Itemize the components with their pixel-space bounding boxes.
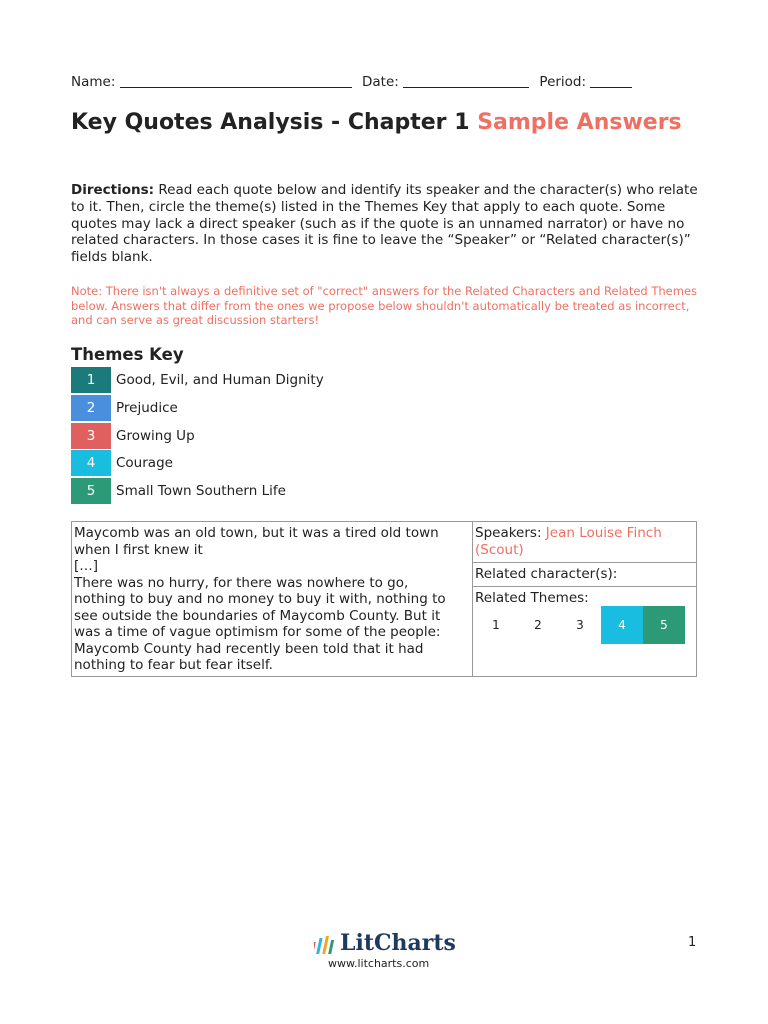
quote-line: nothing to fear but fear itself. xyxy=(74,657,273,673)
date-blank[interactable] xyxy=(403,73,529,88)
theme-option-2[interactable]: 2 xyxy=(534,618,542,632)
theme-number-badge: 5 xyxy=(71,478,111,504)
quote-line: Maycomb was an old town, but it was a tired old town xyxy=(74,525,439,541)
speakers-cell[interactable] xyxy=(473,522,696,563)
theme-key-item xyxy=(71,450,471,476)
quote-line: […] xyxy=(74,558,99,574)
directions-text: Read each quote below and identify its speaker and the character(s) who relate to it. Then, circle the theme(s) listed in the Themes Key that apply to each quote. Some quotes may lack a direct speaker (such as if the quote is an unnamed narrator) or have no related characters. In those cases it is fine to leave the “Speaker” or “Related character(s)” fields blank. xyxy=(71,182,698,266)
theme-option-4-selected[interactable]: 4 xyxy=(601,606,643,644)
answer-column xyxy=(473,522,696,676)
theme-option-5-selected[interactable]: 5 xyxy=(643,606,685,644)
theme-key-item xyxy=(71,423,471,449)
period-label: Period: xyxy=(539,74,587,90)
themes-key-title: Themes Key xyxy=(71,345,184,364)
theme-label: Small Town Southern Life xyxy=(116,483,286,499)
theme-key-item xyxy=(71,478,471,504)
related-themes-label: Related Themes: xyxy=(475,590,589,606)
directions-paragraph xyxy=(71,182,701,266)
theme-number-badge: 3 xyxy=(71,423,111,449)
quote-line: Maycomb County had recently been told that it had xyxy=(74,640,424,657)
quote-analysis-table xyxy=(71,521,697,677)
theme-number-badge: 2 xyxy=(71,395,111,421)
theme-label: Courage xyxy=(116,455,173,471)
name-label: Name: xyxy=(71,74,116,90)
title-accent: Sample Answers xyxy=(477,110,682,135)
theme-number-badge: 1 xyxy=(71,367,111,393)
logo-text: LitCharts xyxy=(340,930,456,956)
quote-line: There was no hurry, for there was nowhere to go, xyxy=(74,574,409,591)
related-characters-cell[interactable] xyxy=(473,563,696,587)
theme-key-item xyxy=(71,367,471,393)
quote-line: when I first knew it xyxy=(74,541,203,558)
related-characters-label: Related character(s): xyxy=(475,566,618,582)
theme-label: Growing Up xyxy=(116,428,195,444)
quote-line: see outside the boundaries of Maycomb County. But it xyxy=(74,607,441,624)
theme-label: Good, Evil, and Human Dignity xyxy=(116,372,324,388)
logo-bars-icon xyxy=(314,936,338,954)
theme-number-badge: 4 xyxy=(71,450,111,476)
quote-line: was a time of vague optimism for some of the people: xyxy=(74,624,441,640)
quote-text-cell xyxy=(72,522,473,676)
student-info-line xyxy=(71,73,638,90)
directions-label: Directions: xyxy=(71,182,155,198)
page-title xyxy=(71,108,711,137)
speakers-label: Speakers: xyxy=(475,525,542,541)
theme-key-item xyxy=(71,395,471,421)
litcharts-logo xyxy=(312,930,462,972)
theme-option-1[interactable]: 1 xyxy=(492,618,500,632)
theme-option-3[interactable]: 3 xyxy=(576,618,584,632)
speakers-value: Jean Louise Finch (Scout) xyxy=(475,525,662,558)
theme-label: Prejudice xyxy=(116,400,178,416)
note-paragraph: Note: There isn't always a definitive set of "correct" answers for the Related Characters and Related Themes below. Answers that differ from the ones we propose below shouldn't automatically be treated as incorrect, and can serve as great discussion starters! xyxy=(71,284,698,327)
quote-line: nothing to buy and no money to buy it with, nothing to xyxy=(74,591,446,607)
page-number: 1 xyxy=(688,935,697,950)
related-themes-options xyxy=(475,606,685,644)
title-main: Key Quotes Analysis - Chapter 1 xyxy=(71,110,470,135)
period-blank[interactable] xyxy=(590,73,632,88)
logo-url: www.litcharts.com xyxy=(328,957,430,970)
name-blank[interactable] xyxy=(120,73,352,88)
date-label: Date: xyxy=(361,74,399,90)
